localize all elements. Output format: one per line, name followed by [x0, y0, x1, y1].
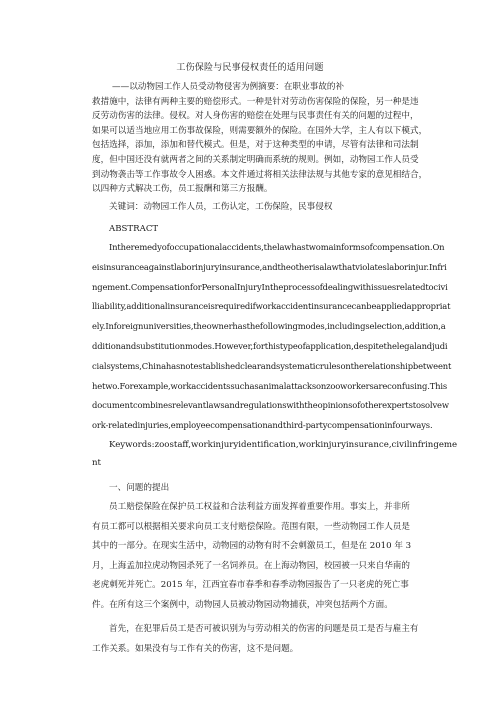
abstract-en-line: eisinsuranceagainstlaborinjuryinsurance,andtheotherisalawthatviolateslaborinjur.Infri [92, 261, 447, 272]
section-heading [92, 481, 410, 495]
abstract-en-line: ely.Inforeignuniversities,theownerhasthefollowingmodes,includingselection,addition,a [92, 321, 446, 332]
body-line: 件。在所有这三个案例中，动物园人员被动物园动物捕获，冲突包括两个方面。 [92, 599, 393, 610]
abstract-cn-line: ——以动物园工作人员受动物侵害为例摘要：在职业事故的补 [112, 82, 345, 92]
keywords-en-line: Keywords:zoostaff,workinjuryidentification,workinjuryinsurance,civilinfringeme [109, 440, 458, 450]
abstract-cn-line: 如果可以适当地应用工伤事故保险，则需要额外的保险。在国外大学，主人有以下模式， [92, 125, 428, 136]
abstract-en-line: dditionandsubstitutionmodes.However,forthistypeofapplication,despitethelegalandjudi [92, 340, 448, 351]
body-paragraph-2 [92, 620, 419, 659]
abstract-cn-line: 救措施中，法律有两种主要的赔偿形式。一种是针对劳动伤害保险的保险，另一种是违 [92, 96, 419, 107]
abstract-cn-line: 包括选择，添加，添加和替代模式。但是，对于这种类型的申请，尽管有法律和司法制 [92, 140, 419, 151]
abstract-en-line: cialsystems,Chinahasnotestablishedclearandsystematicrulesontherelationshipbetweent [92, 360, 452, 371]
abstract-cn-line: 以四种方式解决工伤，员工报酬和第三方报酬。 [92, 184, 273, 195]
body-line: 其中的一部分。在现实生活中，动物园的动物有时不会刺激员工，但是在 2010 年 3 [92, 541, 412, 551]
body-line: 员工赔偿保险在保护员工权益和合法利益方面发挥着重要作用。事实上，并非所 [109, 502, 410, 512]
body-line: 月，上海孟加拉虎动物园杀死了一名饲养员。在上海动物园，校园被一只来自华南的 [92, 560, 410, 571]
keywords-cn-line: 关键词：动物园工作人员，工伤认定，工伤保险，民事侵权 [109, 202, 333, 212]
abstract-cn-line: 反劳动伤害的法律。侵权。对人身伤害的赔偿在处理与民事责任有关的问题的过程中， [92, 111, 419, 122]
abstract-cn-line: 到动物袭击等工作事故令人困惑。本文件通过将相关法律法规与其他专家的意见相结合， [92, 169, 428, 180]
abstract-en-line: ngement.CompensationforPersonalInjuryIntheprocessofdealingwithissuesrelatedtocivi [92, 281, 448, 292]
keywords-cn [92, 200, 410, 214]
abstract-en [92, 238, 452, 436]
abstract-en-line: ork-relatedinjuries,employeecompensationandthird-partycompensationinfourways. [92, 420, 433, 431]
abstract-heading-text: ABSTRACT [109, 224, 159, 234]
abstract-cn [92, 80, 428, 197]
body-line: 老虎刺死并死亡。2015 年，江西宜春市春季和春季动物园报告了一只老虎的死亡事 [92, 580, 409, 590]
body-line: 有员工都可以根据相关要求向员工支付赔偿保险。范围有限，一些动物园工作人员是 [92, 521, 410, 532]
abstract-heading [92, 222, 410, 236]
abstract-en-line: Intheremedyofoccupationalaccidents,thelawhastwomainformsofcompensation.On [109, 242, 445, 252]
keywords-en [92, 436, 458, 472]
section-heading-text: 一、问题的提出 [109, 483, 170, 493]
abstract-en-line: documentcombinesrelevantlawsandregulationswiththeopinionsofotherexpertstosolvew [92, 400, 449, 411]
body-line: 工作关系。如果没有与工作有关的伤害，这不是问题。 [92, 643, 299, 654]
body-line: 首先，在犯罪后员工是否可被识别为与劳动相关的伤害的问题是员工是否与雇主有 [109, 624, 419, 634]
keywords-en-line: nt [92, 458, 101, 468]
abstract-en-line: lliability,additionalinsuranceisrequiredifworkaccidentinsurancecanbeappliedappropriat [92, 301, 451, 312]
abstract-en-line: hetwo.Forexample,workaccidentssuchasanimalattacksonzooworkersareconfusing.This [92, 380, 448, 391]
abstract-cn-line: 度，但中国还没有就两者之间的关系制定明确而系统的规则。例如，动物园工作人员受 [92, 154, 419, 165]
document-title: 工伤保险与民事侵权责任的适用问题 [176, 63, 324, 73]
body-paragraph-1 [92, 498, 410, 615]
